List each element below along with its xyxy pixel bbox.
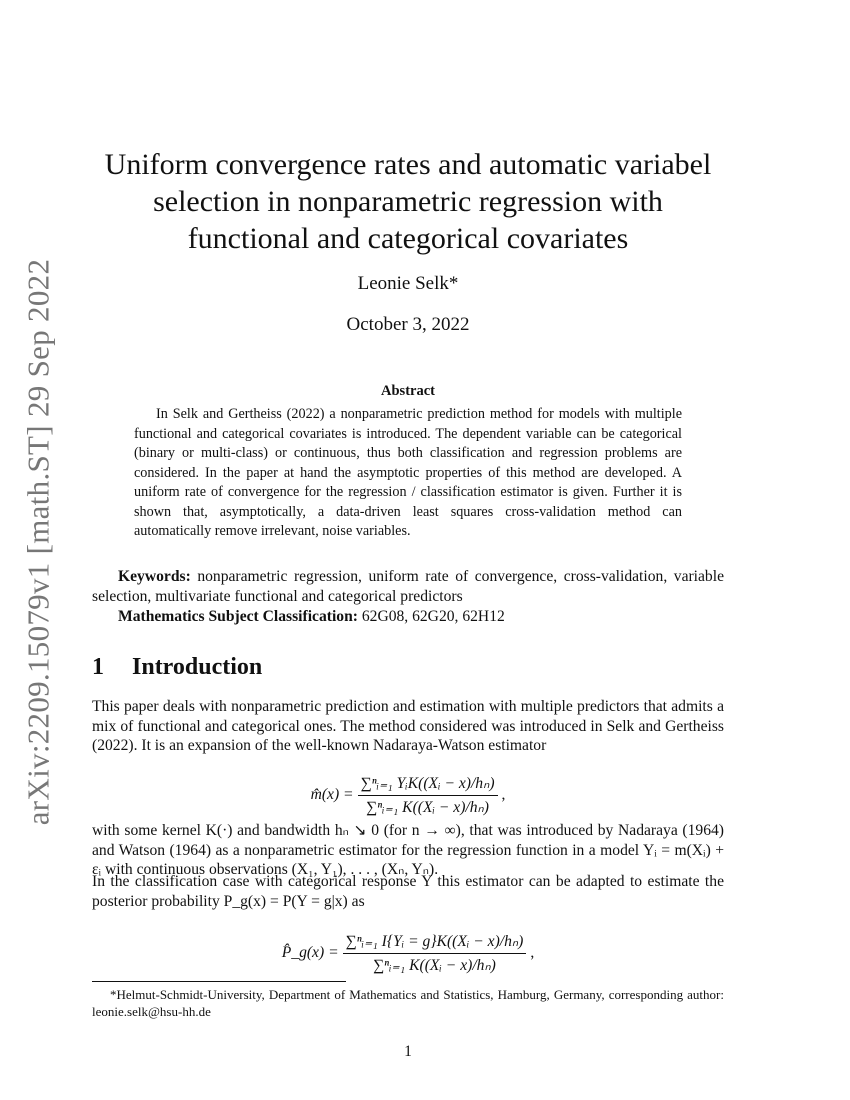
keywords-line [92,567,724,607]
equation-numerator: ∑ⁿᵢ₌₁ YᵢK((Xᵢ − x)/hₙ) [358,774,498,796]
abstract-heading: Abstract [381,383,435,399]
paper-date: October 3, 2022 [346,314,470,335]
msc-line [118,607,724,627]
intro-paragraph-3: In the classification case with categorical response Y this estimator can be adapted to estimate the posterior probability P_g(x) = P(Y = g|x) as [92,873,724,910]
msc-codes: 62G08, 62G20, 62H12 [361,608,505,625]
footnote-affiliation: *Helmut-Schmidt-University, Department of Mathematics and Statistics, Hamburg, Germany, corresponding author: leonie.selk@hsu-hh.de [92,987,724,1019]
arxiv-identifier: arXiv:2209.15079v1 [math.ST] 29 Sep 2022 [20,258,56,826]
keywords-label: Keywords: [118,568,191,585]
section-number: 1 [92,654,104,680]
equation-denominator: ∑ⁿᵢ₌₁ K((Xᵢ − x)/hₙ) [366,798,489,816]
equation-lhs: P̂_g(x) = [281,944,339,961]
equation-numerator: ∑ⁿᵢ₌₁ I{Yᵢ = g}K((Xᵢ − x)/hₙ) [343,932,527,954]
section-heading [92,654,262,681]
msc-label: Mathematics Subject Classification: [118,608,358,625]
equation-posterior-probability [92,928,724,978]
equation-suffix: , [530,944,535,961]
author-name: Leonie Selk* [357,273,459,294]
equation-fraction [343,932,527,975]
section-title: Introduction [132,654,263,680]
arxiv-sidebar [16,258,60,826]
intro-paragraph-1: This paper deals with nonparametric prediction and estimation with multiple predictors that admits a mix of functional and categorical ones. The method considered was introduced in Selk and Gertheiss (2022). It is an expansion of the well-known Nadaraya-Watson estimator [92,698,724,754]
keywords-text: nonparametric regression, uniform rate of convergence, cross-validation, variable selection, multivariate functional and categorical predictors [92,568,724,605]
abstract-text: In Selk and Gertheiss (2022) a nonparametric prediction method for models with multiple functional and categorical covariates is introduced. The dependent variable can be categorical (binary or multi-class) or continuous, thus both classification and regression problems are considered. In the paper at hand the asymptotic properties of this method are developed. A uniform rate of convergence for the regression / classification estimator is given. Further it is shown that, asymptotically, a data-driven least squares cross-validation method can automatically remove irrelevant, noise variables. [134,406,682,539]
intro-paragraph-2: with some kernel K(·) and bandwidth hₙ ↘ 0 (for n → ∞), that was introduced by Nadaraya (1964) and Watson (1964) as a nonparametric estimator for the regression function in a model Yᵢ = m(Xᵢ) + εᵢ with continuous observations (X₁, Y₁), . . . , (Xₙ, Yₙ). [92,822,724,878]
equation-fraction [358,774,498,817]
paper-title: Uniform convergence rates and automatic variabel selection in nonparametric regression with functional and categorical covariates [104,148,712,255]
equation-nadaraya-watson [92,770,724,820]
page-number: 1 [404,1043,412,1060]
equation-denominator: ∑ⁿᵢ₌₁ K((Xᵢ − x)/hₙ) [373,956,496,974]
equation-suffix: , [501,786,506,803]
footnote-divider [92,981,346,982]
equation-lhs: m̂(x) = [310,786,354,803]
